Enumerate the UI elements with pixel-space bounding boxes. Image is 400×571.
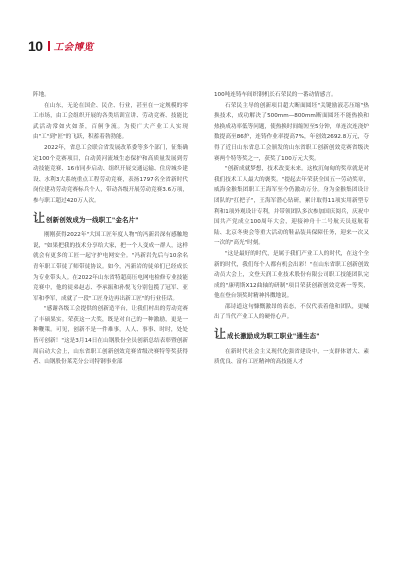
paragraph: "这是最好的时代，是属于我们产业工人的时代，在这个全新的时代，我们每个人都有机会出彩！"在山东省职工创新创效动员大会上，文登天润工业技术股份有限公司职工技能团队完成的"康明斯X12曲轴的研制"项目荣获创新创效竞赛一等奖，他在登台领奖时精神抖擞地说。 (214, 250, 369, 300)
section-mark-icon: 让 (214, 327, 227, 342)
paragraph: 石荣民主导的创新项目超大断面圆坯"关键励液芯压缩"热换技术，成功解决了500mm—800mm断面圆坯不能热换和热换成功率低等问题，使热换时间缩短至5分钟，单连次连浇炉数提高至86炉，连铸作业率提高7%，年创效2692.8万元，夺得了近日山东省总工会颁发的山东省职工创新创效竞赛省级决赛两个特等奖之一，获奖了100万元大奖。 (214, 102, 369, 162)
section-title: 创新创效成为一线职工"金名片" (46, 215, 139, 224)
paragraph: 阵地。 (33, 92, 50, 98)
section-heading (214, 329, 369, 342)
magazine-title: 工会博览 (53, 42, 94, 53)
section-heading (33, 210, 188, 226)
paragraph: 在新时代社会主义现代化强省建设中，一支群体谱大、素质优良、富有工匠精神的高技能人才 (214, 348, 369, 366)
left-column (33, 90, 188, 368)
section-title: 成长激励成为职工职业"通生态" (227, 332, 320, 341)
paragraph: "创新成就梦想，技术改变未来。这枚沉甸甸的奖章就是对我们技术工人最大的褒奖。"提起去年荣获全国五一劳动奖章，威海金猴集团职工王海军至今仍激动万分。身为金猴集团设计团队的"扛把子"，王海军潜心钻研，累计取得11项实用新型专利和1项外观设计专利，并带领团队多次参加国庆阅兵，庆祝中国共产党成立100周年大会，迎接神舟十二号航天员返航着陆、北京冬奥会等重大活动的鞋品装具保障任务，迎来一次又一次的"高光"时刻。 (214, 166, 369, 247)
header-divider (48, 41, 50, 51)
section-mark-icon: 让 (33, 210, 46, 225)
right-column (214, 90, 369, 368)
page-header (28, 38, 94, 54)
paragraph: 100吨连铸车间织钢机长石荣民的一番动情感言。 (214, 92, 337, 98)
paragraph: 在山东，无论在国企、民企、行业，甚至在一定规模的零工市场，由工会组织开展的各类培训宣讲、劳动竞赛、技能比武活动常如火如荼，百舸争流。为使广大产业工人实现由"工"到"匠"的飞跃，积蓄着勃勃能。 (33, 102, 188, 141)
paragraph: "感谢各级工会提供的创新造平台，让我们村出的劳动竞赛了丰硕果实。荣获这一大奖，既是对自己的一种激励，更是一种鞭策。可见，创新不是一件难事，人人、事事、时时，处处皆可创新！"这是3月14日在山钢股份全员创新总结表彰暨创新周启动大会上，山东省职工创新创效竞赛省级决赛特等奖获得者、山钢股份莱芜分公司特钢事业部 (33, 306, 188, 366)
paragraph: 邵诗道这句慷慨激昂的表态，不仅代表着他和团队，更喊出了当代产业工人的硬骨心声。 (214, 303, 369, 321)
paragraph: 2022年，省总工会联合省发展改革委等多个部门，征集确定100个竞赛项目，白动黄河流域生态保护和高质量发展到劳动技能竞赛、16市同步启动、组织开展交通运输、住房城乡建设、水利3大系统重点工程劳动竞赛，表扬1797名全省新时代岗位建功劳动竞赛标兵个人，带动各级开展劳动竞赛3.6万项，参与职工超过420万人次。 (33, 144, 188, 204)
paragraph: 刚刚获得2022年"大国工匠年度人物"的冯新岩深有感触地说，"如果把我的技术分享给大家，把一个人变成一群人，这样就会有更多的工匠一起守护电网安全。"冯新岩先后与10余名青年职工带徒了师带徒协议。如今，冯新岩的徒弟们已经成长为专业带头人。在2022年山东省特超高压电网电检修专业技能竞赛中，他的徒弟赵志、李承振和孙悦飞分别包揽了冠军、亚军和季军，成就了一段"工匠身边再出新工匠"的行业佳话。 (33, 232, 188, 302)
page-number: 10 (28, 38, 43, 54)
